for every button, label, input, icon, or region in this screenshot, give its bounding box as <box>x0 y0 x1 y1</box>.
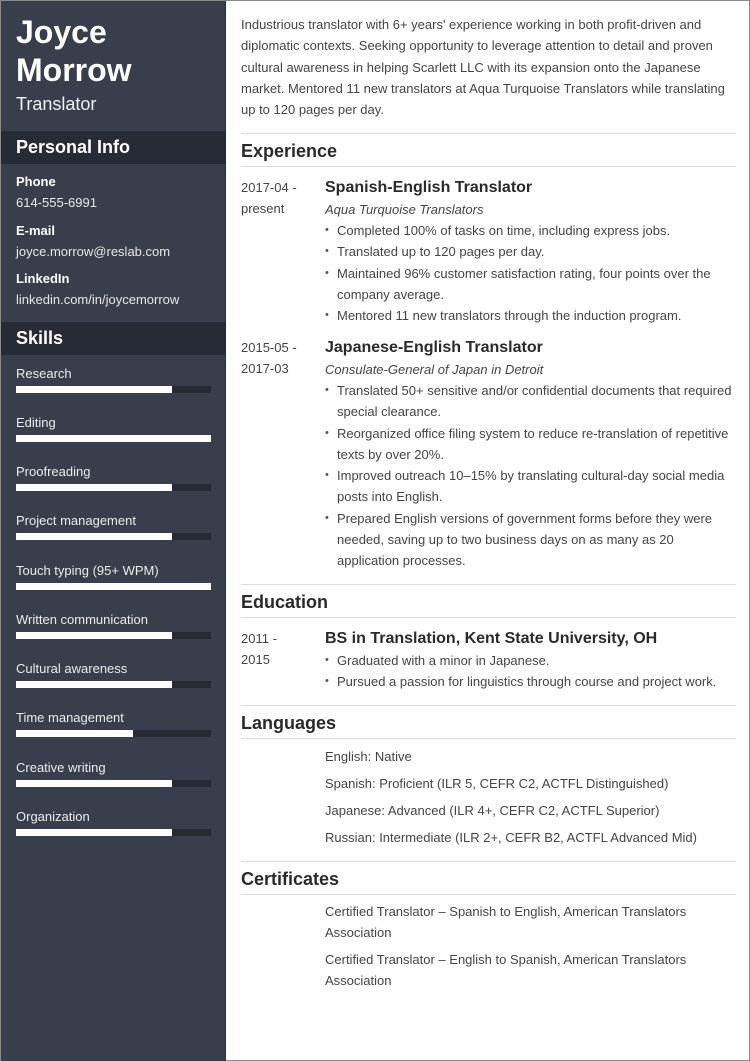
date-end: 2015 <box>241 652 270 667</box>
date-end: 2017-03 <box>241 361 289 376</box>
skill-bar <box>16 730 211 737</box>
skill-label: Organization <box>16 809 90 824</box>
date-start: 2011 - <box>241 631 277 646</box>
skill-bar-fill <box>16 533 172 540</box>
bullet-item: • Improved outreach 10–15% by translating cultural-day social media posts into English. <box>325 465 736 508</box>
personal-info-heading: Personal Info <box>1 131 226 164</box>
skill-bar-fill <box>16 681 172 688</box>
skill-item <box>16 710 211 737</box>
skill-label: Touch typing (95+ WPM) <box>16 563 159 578</box>
email-value[interactable]: joyce.morrow@reslab.com <box>16 244 171 259</box>
bullet-item: • Mentored 11 new translators through the induction program. <box>325 305 736 326</box>
organization: Consulate-General of Japan in Detroit <box>325 362 544 377</box>
skill-item <box>16 760 211 787</box>
skill-bar <box>16 780 211 787</box>
phone-label: Phone <box>16 174 56 189</box>
bullet-item: • Completed 100% of tasks on time, including express jobs. <box>325 220 736 241</box>
entry-body <box>325 177 736 326</box>
bullet-list <box>325 650 736 693</box>
language-item: Spanish: Proficient (ILR 5, CEFR C2, ACTFL Distinguished) <box>325 776 669 791</box>
skill-item <box>16 612 211 639</box>
role-title: Japanese-English Translator <box>325 339 543 356</box>
entry-dates <box>241 337 311 379</box>
bullet-item: • Maintained 96% customer satisfaction rating, four points over the company average. <box>325 263 736 306</box>
skill-bar <box>16 829 211 836</box>
skill-bar <box>16 533 211 540</box>
skill-label: Time management <box>16 710 124 725</box>
entry-body <box>325 628 736 693</box>
skill-bar-fill <box>16 386 172 393</box>
certificate-item: Certified Translator – English to Spanish, American Translators Association <box>325 952 687 988</box>
job-title: Translator <box>16 94 97 114</box>
bullet-item: • Pursued a passion for linguistics through course and project work. <box>325 671 736 692</box>
skill-item <box>16 661 211 688</box>
experience-heading: Experience <box>241 133 736 167</box>
skill-item <box>16 513 211 540</box>
date-start: 2015-05 - <box>241 340 297 355</box>
last-name: Morrow <box>16 52 132 88</box>
skill-bar <box>16 681 211 688</box>
skill-bar <box>16 632 211 639</box>
skill-bar-fill <box>16 780 172 787</box>
certificate-item: Certified Translator – Spanish to English, American Translators Association <box>325 904 687 940</box>
skill-label: Proofreading <box>16 464 91 479</box>
skill-bar <box>16 386 211 393</box>
skill-item <box>16 366 211 393</box>
skill-label: Written communication <box>16 612 148 627</box>
languages-heading: Languages <box>241 705 736 739</box>
linkedin-value[interactable]: linkedin.com/in/joycemorrow <box>16 292 180 307</box>
skill-bar-fill <box>16 730 133 737</box>
organization: Aqua Turquoise Translators <box>325 202 484 217</box>
entry-dates <box>241 177 311 219</box>
education-heading: Education <box>241 584 736 618</box>
email-label: E-mail <box>16 223 56 238</box>
date-end: present <box>241 201 285 216</box>
bullet-item: • Translated 50+ sensitive and/or confidential documents that required special clearance. <box>325 380 736 423</box>
degree-title: BS in Translation, Kent State University, OH <box>325 630 658 647</box>
skill-item <box>16 809 211 836</box>
summary-paragraph: Industrious translator with 6+ years' experience working in both profit-driven and diplomatic contexts. Seeking opportunity to leverage attention to detail and proven cultural awareness in helping Scarlett LLC with its expansion onto the Japanese market. Mentored 11 new translators at Aqua Turquoise Translators while translating up to 120 pages per day. <box>241 17 725 118</box>
bullet-item: • Reorganized office filing system to reduce re-translation of repetitive texts by over 20%. <box>325 423 736 466</box>
skill-label: Project management <box>16 513 136 528</box>
skill-bar <box>16 484 211 491</box>
skill-bar-fill <box>16 632 172 639</box>
certificates-heading: Certificates <box>241 861 736 895</box>
skill-bar-fill <box>16 435 211 442</box>
candidate-name <box>16 13 132 89</box>
language-item: English: Native <box>325 749 412 764</box>
skill-bar <box>16 583 211 590</box>
entry-dates <box>241 628 311 670</box>
bullet-item: • Graduated with a minor in Japanese. <box>325 650 736 671</box>
skill-bar-fill <box>16 829 172 836</box>
bullet-item: • Translated up to 120 pages per day. <box>325 241 736 262</box>
skill-bar-fill <box>16 484 172 491</box>
bullet-list <box>325 380 736 572</box>
skill-bar <box>16 435 211 442</box>
skill-label: Research <box>16 366 72 381</box>
bullet-list <box>325 220 736 326</box>
skill-item <box>16 563 211 590</box>
bullet-item: • Prepared English versions of government forms before they were needed, saving up to two business days on as many as 20 application processes. <box>325 508 736 572</box>
skill-label: Creative writing <box>16 760 106 775</box>
date-start: 2017-04 - <box>241 180 297 195</box>
skill-bar-fill <box>16 583 211 590</box>
language-item: Japanese: Advanced (ILR 4+, CEFR C2, ACTFL Superior) <box>325 803 660 818</box>
phone-value: 614-555-6991 <box>16 195 97 210</box>
linkedin-label: LinkedIn <box>16 271 70 286</box>
skills-heading: Skills <box>1 322 226 355</box>
role-title: Spanish-English Translator <box>325 179 533 196</box>
skill-item <box>16 464 211 491</box>
first-name: Joyce <box>16 14 107 50</box>
skill-label: Cultural awareness <box>16 661 128 676</box>
skill-label: Editing <box>16 415 56 430</box>
language-item: Russian: Intermediate (ILR 2+, CEFR B2, ACTFL Advanced Mid) <box>325 830 697 845</box>
skill-item <box>16 415 211 442</box>
entry-body <box>325 337 736 572</box>
sidebar <box>1 1 226 1061</box>
